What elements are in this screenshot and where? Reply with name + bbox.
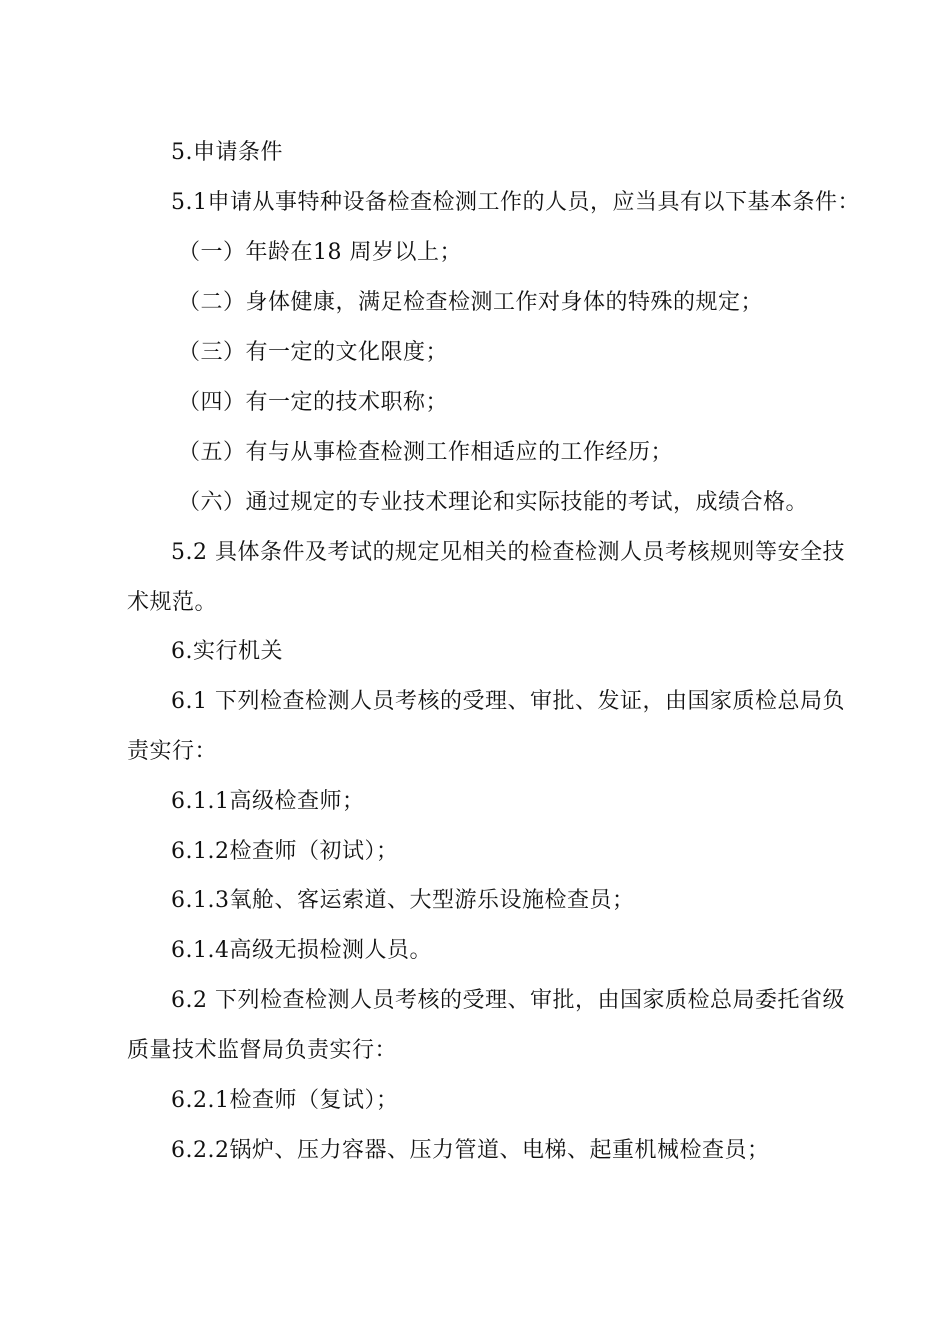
- list-item-6: （六）通过规定的专业技术理论和实际技能的考试，成绩合格。: [178, 490, 809, 515]
- item-6-1-3: 6.1.3氧舱、客运索道、大型游乐设施检查员；: [171, 888, 635, 913]
- item-6-2-2: 6.2.2锅炉、压力容器、压力管道、电梯、起重机械检查员；: [171, 1138, 770, 1163]
- list-item-3: （三）有一定的文化限度；: [178, 340, 449, 365]
- list-item-2: （二）身体健康，满足检查检测工作对身体的特殊的规定；: [178, 290, 764, 315]
- paragraph-6-1: 6.1 下列检查检测人员考核的受理、审批、发证，由国家质检总局负: [171, 689, 845, 714]
- list-item-1: （一）年龄在18 周岁以上；: [178, 240, 462, 265]
- list-item-5: （五）有与从事检查检测工作相适应的工作经历；: [178, 440, 674, 465]
- paragraph-5-2: 5.2 具体条件及考试的规定见相关的检查检测人员考核规则等安全技: [171, 540, 845, 565]
- paragraph-6-2: 6.2 下列检查检测人员考核的受理、审批，由国家质检总局委托省级: [171, 988, 845, 1013]
- paragraph-5-1: 5.1申请从事特种设备检查检测工作的人员，应当具有以下基本条件：: [171, 190, 860, 215]
- item-6-1-4: 6.1.4高级无损检测人员。: [171, 938, 432, 963]
- item-6-2-1: 6.2.1检查师（复试）；: [171, 1088, 399, 1113]
- item-6-1-2: 6.1.2检查师（初试）；: [171, 839, 399, 864]
- section-heading-5: 5.申请条件: [171, 140, 283, 165]
- paragraph-6-1-cont: 责实行：: [127, 739, 218, 764]
- section-heading-6: 6.实行机关: [171, 639, 283, 664]
- paragraph-5-2-cont: 术规范。: [127, 590, 218, 615]
- item-6-1-1: 6.1.1高级检查师；: [171, 789, 365, 814]
- list-item-4: （四）有一定的技术职称；: [178, 390, 449, 415]
- paragraph-6-2-cont: 质量技术监督局负责实行：: [127, 1038, 398, 1063]
